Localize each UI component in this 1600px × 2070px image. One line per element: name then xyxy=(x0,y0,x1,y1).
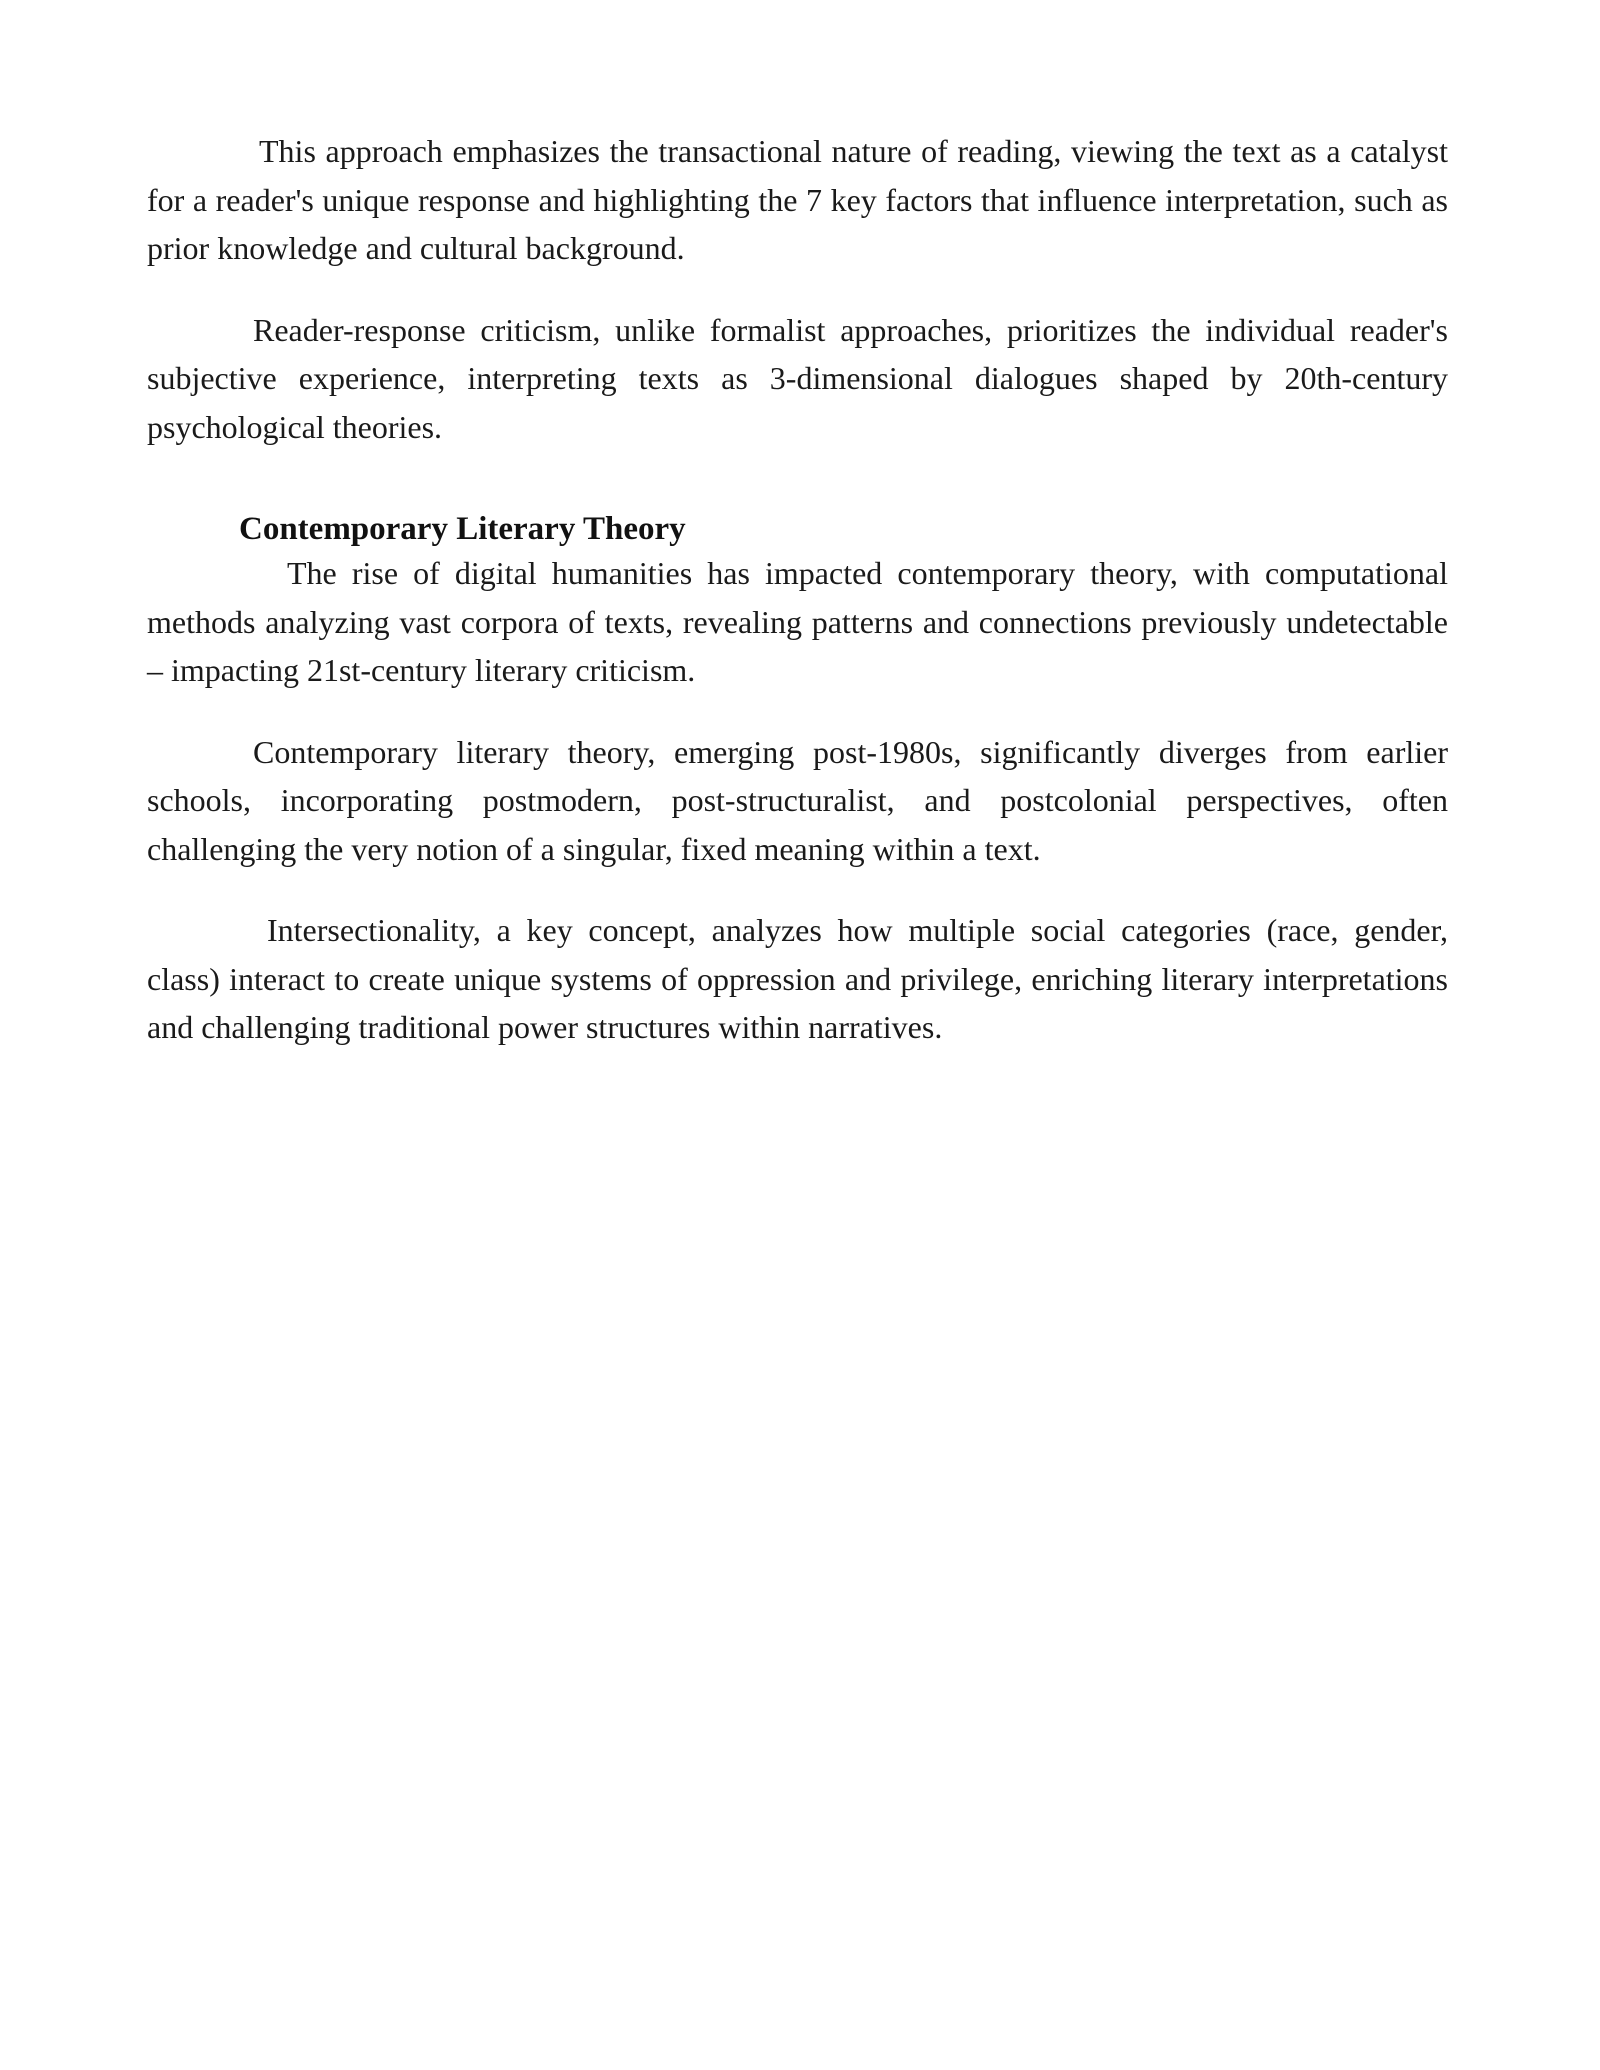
paragraph-transactional-reading: This approach emphasizes the transactional nature of reading, viewing the text as a catalyst for a reader's unique response and highlighting the 7 key factors that influence interpretation, such as prior knowledge and cultural background. xyxy=(147,133,1448,266)
paragraph-intersectionality: Intersectionality, a key concept, analyzes how multiple social categories (race, gender, class) interact to create unique systems of oppression and privilege, enriching literary interpretations and challenging traditional power structures within narratives. xyxy=(147,912,1448,1045)
paragraph-reader-response: Reader-response criticism, unlike formalist approaches, prioritizes the individual reader's subjective experience, interpreting texts as 3-dimensional dialogues shaped by 20th-century psychological theories. xyxy=(147,311,1448,445)
section-heading: Contemporary Literary Theory xyxy=(239,511,686,547)
paragraph-digital-humanities: The rise of digital humanities has impacted contemporary theory, with computational methods analyzing vast corpora of texts, revealing patterns and connections previously undetectable – impacting 21st-century literary criticism. xyxy=(147,555,1448,688)
paragraph-contemporary-theory: Contemporary literary theory, emerging post-1980s, significantly diverges from earlier schools, incorporating postmodern, post-structuralist, and postcolonial perspectives, often challenging the very notion of a singular, fixed meaning within a text. xyxy=(147,733,1448,867)
document-page xyxy=(147,127,1448,1052)
